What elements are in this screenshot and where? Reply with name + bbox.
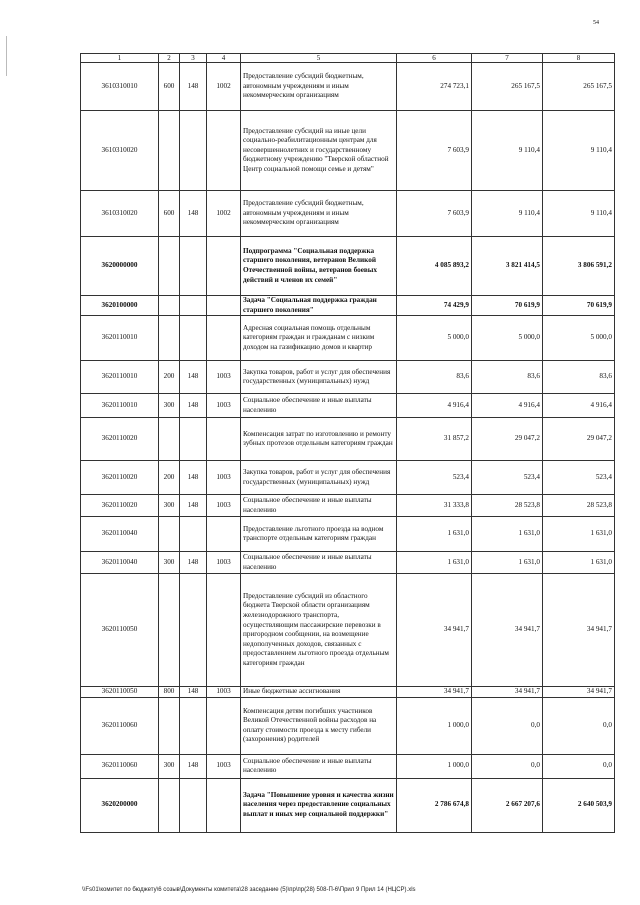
subsection-code-cell: 1003	[207, 394, 241, 418]
subsection-code-cell: 1002	[207, 63, 241, 111]
table-row	[81, 418, 615, 461]
table-row	[81, 394, 615, 418]
amount-year3-cell: 4 916,4	[543, 394, 615, 418]
ministry-code-cell	[180, 418, 207, 461]
description-cell: Предоставление льготного проезда на водном транспорте отдельным категориям граждан	[241, 517, 397, 552]
table-row	[81, 697, 615, 754]
ministry-code-cell: 148	[180, 361, 207, 394]
section-code-cell: 600	[159, 191, 180, 237]
amount-year2-cell: 0,0	[472, 754, 543, 778]
amount-year3-cell: 0,0	[543, 754, 615, 778]
subsection-code-cell	[207, 418, 241, 461]
ministry-code-cell	[180, 237, 207, 296]
ministry-code-cell	[180, 517, 207, 552]
amount-year2-cell: 29 047,2	[472, 418, 543, 461]
code-cell: 3620110010	[81, 394, 159, 418]
amount-year2-cell: 70 619,9	[472, 296, 543, 316]
table-row	[81, 552, 615, 574]
column-header: 4	[207, 54, 241, 63]
description-cell: Иные бюджетные ассигнования	[241, 687, 397, 698]
column-header: 7	[472, 54, 543, 63]
section-code-cell: 300	[159, 394, 180, 418]
ministry-code-cell	[180, 296, 207, 316]
description-cell: Предоставление субсидий на иные цели социально-реабилитационным центрам для несовершеннолетних и государственному бюджетному учреждению "Тверской областной Центр социальной помощи семье и детям"	[241, 111, 397, 191]
section-code-cell	[159, 316, 180, 361]
section-code-cell: 800	[159, 687, 180, 698]
budget-table	[80, 53, 615, 833]
description-cell: Адресная социальная помощь отдельным категориям граждан и гражданам с низким доходом на газификацию домов и квартир	[241, 316, 397, 361]
amount-year3-cell: 83,6	[543, 361, 615, 394]
amount-year3-cell: 0,0	[543, 697, 615, 754]
table-row	[81, 237, 615, 296]
column-header: 3	[180, 54, 207, 63]
amount-year1-cell: 4 916,4	[397, 394, 472, 418]
amount-year3-cell: 265 167,5	[543, 63, 615, 111]
ministry-code-cell	[180, 316, 207, 361]
ministry-code-cell	[180, 111, 207, 191]
code-cell: 3620110050	[81, 574, 159, 687]
amount-year3-cell: 34 941,7	[543, 687, 615, 698]
subsection-code-cell	[207, 111, 241, 191]
amount-year1-cell: 7 603,9	[397, 111, 472, 191]
code-cell: 3620000000	[81, 237, 159, 296]
amount-year1-cell: 1 000,0	[397, 697, 472, 754]
ministry-code-cell: 148	[180, 394, 207, 418]
table-row	[81, 461, 615, 495]
table-row	[81, 754, 615, 778]
amount-year1-cell: 31 857,2	[397, 418, 472, 461]
subsection-code-cell: 1003	[207, 687, 241, 698]
code-cell: 3610310010	[81, 63, 159, 111]
amount-year2-cell: 0,0	[472, 697, 543, 754]
ministry-code-cell: 148	[180, 191, 207, 237]
subsection-code-cell: 1003	[207, 361, 241, 394]
ministry-code-cell	[180, 778, 207, 832]
margin-mark	[6, 36, 7, 76]
table-row	[81, 296, 615, 316]
amount-year2-cell: 34 941,7	[472, 687, 543, 698]
amount-year2-cell: 9 110,4	[472, 191, 543, 237]
code-cell: 3620110050	[81, 687, 159, 698]
amount-year1-cell: 274 723,1	[397, 63, 472, 111]
column-header: 8	[543, 54, 615, 63]
subsection-code-cell	[207, 316, 241, 361]
subsection-code-cell	[207, 697, 241, 754]
description-cell: Предоставление субсидий бюджетным, автономным учреждениям и иным некоммерческим организациям	[241, 63, 397, 111]
subsection-code-cell: 1003	[207, 754, 241, 778]
description-cell: Закупка товаров, работ и услуг для обеспечения государственных (муниципальных) нужд	[241, 461, 397, 495]
amount-year2-cell: 4 916,4	[472, 394, 543, 418]
column-header: 2	[159, 54, 180, 63]
amount-year1-cell: 4 085 893,2	[397, 237, 472, 296]
amount-year2-cell: 265 167,5	[472, 63, 543, 111]
subsection-code-cell	[207, 517, 241, 552]
subsection-code-cell	[207, 296, 241, 316]
amount-year1-cell: 5 000,0	[397, 316, 472, 361]
footer-file-path: \\Fs01\комитет по бюджету\6 созыв\Документы комитета\28 заседание (5)\пр\пр(28) 508-П-6\Прил 9 Прил 14 (НЦСР).xls	[82, 887, 416, 893]
code-cell: 3620110010	[81, 316, 159, 361]
section-code-cell	[159, 697, 180, 754]
code-cell: 3620110020	[81, 461, 159, 495]
ministry-code-cell: 148	[180, 461, 207, 495]
code-cell: 3620110010	[81, 361, 159, 394]
amount-year2-cell: 9 110,4	[472, 111, 543, 191]
column-header: 6	[397, 54, 472, 63]
ministry-code-cell: 148	[180, 495, 207, 517]
subsection-code-cell	[207, 574, 241, 687]
amount-year2-cell: 523,4	[472, 461, 543, 495]
amount-year3-cell: 2 640 503,9	[543, 778, 615, 832]
table-row	[81, 111, 615, 191]
amount-year3-cell: 29 047,2	[543, 418, 615, 461]
subsection-code-cell: 1003	[207, 495, 241, 517]
amount-year3-cell: 523,4	[543, 461, 615, 495]
amount-year1-cell: 34 941,7	[397, 574, 472, 687]
description-cell: Социальное обеспечение и иные выплаты населению	[241, 754, 397, 778]
subsection-code-cell: 1003	[207, 461, 241, 495]
subsection-code-cell: 1002	[207, 191, 241, 237]
description-cell: Предоставление субсидий бюджетным, автономным учреждениям и иным некоммерческим организациям	[241, 191, 397, 237]
ministry-code-cell: 148	[180, 552, 207, 574]
description-cell: Задача "Социальная поддержка граждан старшего поколения"	[241, 296, 397, 316]
description-cell: Социальное обеспечение и иные выплаты населению	[241, 495, 397, 517]
amount-year3-cell: 34 941,7	[543, 574, 615, 687]
description-cell: Социальное обеспечение и иные выплаты населению	[241, 394, 397, 418]
code-cell: 3620110020	[81, 495, 159, 517]
table-row	[81, 687, 615, 698]
section-code-cell	[159, 237, 180, 296]
code-cell: 3620200000	[81, 778, 159, 832]
code-cell: 3620100000	[81, 296, 159, 316]
table-row	[81, 191, 615, 237]
amount-year1-cell: 83,6	[397, 361, 472, 394]
page-number: 54	[593, 20, 599, 26]
amount-year3-cell: 3 806 591,2	[543, 237, 615, 296]
amount-year2-cell: 83,6	[472, 361, 543, 394]
description-cell: Задача "Повышение уровня и качества жизни населения через предоставление социальных выплат и иных мер социальной поддержки"	[241, 778, 397, 832]
subsection-code-cell	[207, 778, 241, 832]
amount-year1-cell: 523,4	[397, 461, 472, 495]
section-code-cell: 300	[159, 495, 180, 517]
amount-year1-cell: 74 429,9	[397, 296, 472, 316]
table-row	[81, 316, 615, 361]
amount-year2-cell: 34 941,7	[472, 574, 543, 687]
amount-year2-cell: 28 523,8	[472, 495, 543, 517]
section-code-cell	[159, 517, 180, 552]
table-row	[81, 778, 615, 832]
amount-year1-cell: 1 000,0	[397, 754, 472, 778]
code-cell: 3620110060	[81, 754, 159, 778]
code-cell: 3620110060	[81, 697, 159, 754]
ministry-code-cell	[180, 574, 207, 687]
table-header-row	[81, 54, 615, 63]
amount-year2-cell: 1 631,0	[472, 517, 543, 552]
subsection-code-cell	[207, 237, 241, 296]
table-row	[81, 517, 615, 552]
table-row	[81, 574, 615, 687]
amount-year1-cell: 2 786 674,8	[397, 778, 472, 832]
description-cell: Компенсация затрат по изготовлению и ремонту зубных протезов отдельным категориям граждан	[241, 418, 397, 461]
amount-year1-cell: 1 631,0	[397, 552, 472, 574]
amount-year2-cell: 5 000,0	[472, 316, 543, 361]
section-code-cell	[159, 574, 180, 687]
amount-year2-cell: 1 631,0	[472, 552, 543, 574]
amount-year1-cell: 7 603,9	[397, 191, 472, 237]
code-cell: 3610310020	[81, 111, 159, 191]
code-cell: 3620110020	[81, 418, 159, 461]
amount-year1-cell: 34 941,7	[397, 687, 472, 698]
amount-year3-cell: 5 000,0	[543, 316, 615, 361]
amount-year2-cell: 2 667 207,6	[472, 778, 543, 832]
section-code-cell	[159, 296, 180, 316]
table-row	[81, 361, 615, 394]
section-code-cell: 200	[159, 361, 180, 394]
description-cell: Социальное обеспечение и иные выплаты населению	[241, 552, 397, 574]
section-code-cell: 300	[159, 552, 180, 574]
description-cell: Предоставление субсидий из областного бюджета Тверской области организациям железнодорожного транспорта, осуществляющим пассажирские перевозки в пригородном сообщении, на возмещение недополученных доходов, связанных с предоставлением льготного проезда отдельным категориям граждан	[241, 574, 397, 687]
amount-year3-cell: 9 110,4	[543, 111, 615, 191]
code-cell: 3620110040	[81, 517, 159, 552]
column-header: 5	[241, 54, 397, 63]
amount-year3-cell: 1 631,0	[543, 552, 615, 574]
section-code-cell: 300	[159, 754, 180, 778]
amount-year2-cell: 3 821 414,5	[472, 237, 543, 296]
section-code-cell	[159, 111, 180, 191]
amount-year3-cell: 9 110,4	[543, 191, 615, 237]
section-code-cell: 600	[159, 63, 180, 111]
amount-year3-cell: 70 619,9	[543, 296, 615, 316]
table-row	[81, 495, 615, 517]
column-header: 1	[81, 54, 159, 63]
section-code-cell: 200	[159, 461, 180, 495]
table-row	[81, 63, 615, 111]
description-cell: Компенсация детям погибших участников Великой Отечественной войны расходов на оплату стоимости проезда к месту гибели (захоронения) родителей	[241, 697, 397, 754]
ministry-code-cell: 148	[180, 63, 207, 111]
ministry-code-cell	[180, 697, 207, 754]
subsection-code-cell: 1003	[207, 552, 241, 574]
section-code-cell	[159, 418, 180, 461]
amount-year1-cell: 31 333,8	[397, 495, 472, 517]
ministry-code-cell: 148	[180, 687, 207, 698]
code-cell: 3620110040	[81, 552, 159, 574]
ministry-code-cell: 148	[180, 754, 207, 778]
amount-year3-cell: 1 631,0	[543, 517, 615, 552]
amount-year3-cell: 28 523,8	[543, 495, 615, 517]
code-cell: 3610310020	[81, 191, 159, 237]
amount-year1-cell: 1 631,0	[397, 517, 472, 552]
description-cell: Подпрограмма "Социальная поддержка старшего поколения, ветеранов Великой Отечественной войны, ветеранов боевых действий и членов их семей"	[241, 237, 397, 296]
description-cell: Закупка товаров, работ и услуг для обеспечения государственных (муниципальных) нужд	[241, 361, 397, 394]
section-code-cell	[159, 778, 180, 832]
